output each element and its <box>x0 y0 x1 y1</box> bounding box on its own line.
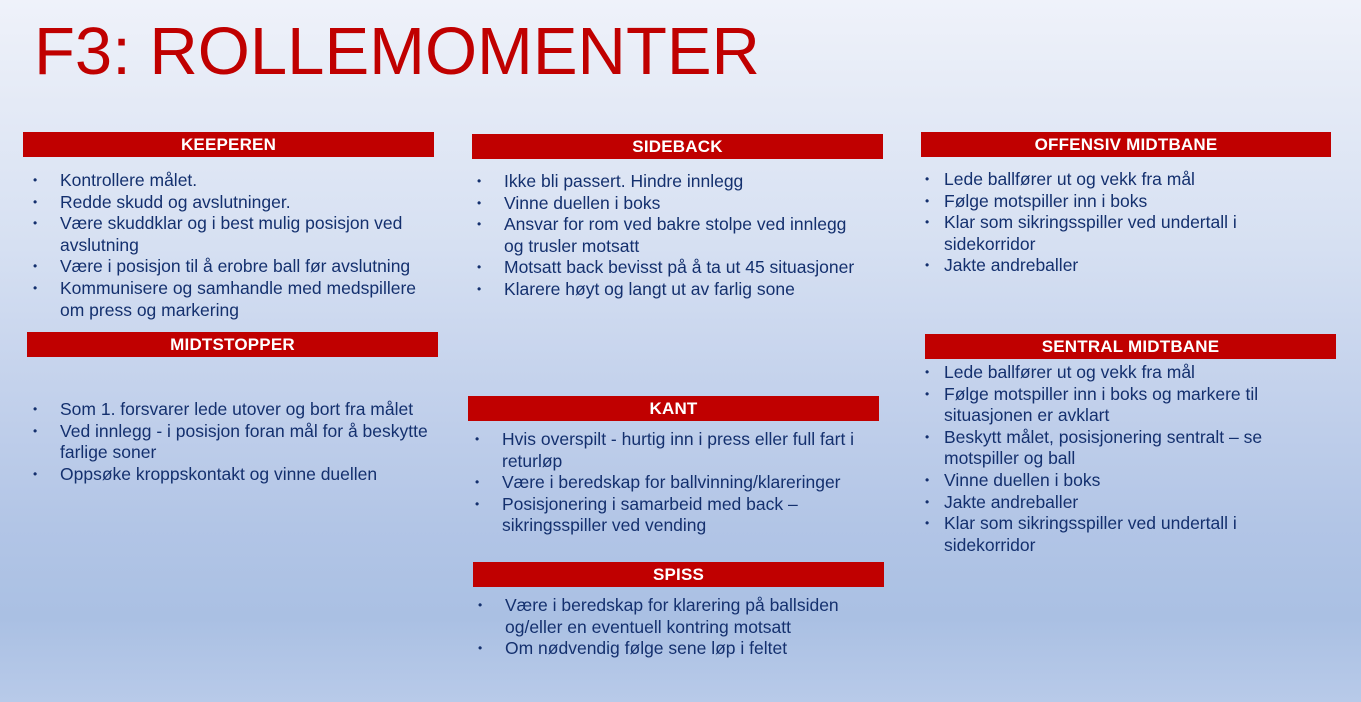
list-item: • Jakte andreballer <box>921 255 1321 277</box>
list-item: • Jakte andreballer <box>921 492 1321 514</box>
list-item: • Kontrollere målet. <box>23 170 443 192</box>
spiss-header <box>473 562 884 587</box>
spiss-list <box>468 595 868 660</box>
list-item: • Som 1. forsvarer lede utover og bort fra målet <box>23 399 443 421</box>
midtstopper-header-label: MIDTSTOPPER <box>170 334 295 354</box>
list-item: • Ikke bli passert. Hindre innlegg <box>467 171 867 193</box>
list-item: • Være i beredskap for klarering på ballsiden og/eller en eventuell kontring motsatt <box>468 595 868 638</box>
list-item: • Hvis overspilt - hurtig inn i press eller full fart i returløp <box>465 429 875 472</box>
list-item: • Klar som sikringsspiller ved undertall i sidekorridor <box>921 513 1321 556</box>
list-item: • Klarere høyt og langt ut av farlig sone <box>467 279 867 301</box>
midtstopper-list <box>23 399 443 485</box>
list-item: • Beskytt målet, posisjonering sentralt – se motspiller og ball <box>921 427 1321 470</box>
list-item: • Være i beredskap for ballvinning/klareringer <box>465 472 875 494</box>
slide-title: F3: ROLLEMOMENTER <box>34 14 760 89</box>
list-item: • Lede ballfører ut og vekk fra mål <box>921 362 1321 384</box>
spiss-header-label: SPISS <box>652 564 705 584</box>
offensiv-midtbane-list <box>921 169 1321 277</box>
list-item: • Klar som sikringsspiller ved undertall i sidekorridor <box>921 212 1321 255</box>
sentral-midtbane-header-label: SENTRAL MIDTBANE <box>1041 336 1220 356</box>
keeperen-header-label: KEEPEREN <box>180 134 277 154</box>
list-item: • Ved innlegg - i posisjon foran mål for å beskytte farlige soner <box>23 421 443 464</box>
list-item: • Følge motspiller inn i boks <box>921 191 1321 213</box>
keeperen-header <box>23 132 434 157</box>
midtstopper-header <box>27 332 438 357</box>
list-item: • Oppsøke kroppskontakt og vinne duellen <box>23 464 443 486</box>
sentral-midtbane-header <box>925 334 1336 359</box>
list-item: • Lede ballfører ut og vekk fra mål <box>921 169 1321 191</box>
list-item: • Ansvar for rom ved bakre stolpe ved innlegg og trusler motsatt <box>467 214 867 257</box>
kant-header-label: KANT <box>649 398 698 418</box>
list-item: • Følge motspiller inn i boks og markere til situasjonen er avklart <box>921 384 1321 427</box>
list-item: • Vinne duellen i boks <box>921 470 1321 492</box>
list-item: • Kommunisere og samhandle med medspillere om press og markering <box>23 278 443 321</box>
sentral-midtbane-list <box>921 362 1321 556</box>
list-item: • Posisjonering i samarbeid med back – sikringsspiller ved vending <box>465 494 875 537</box>
kant-list <box>465 429 875 537</box>
list-item: • Være skuddklar og i best mulig posisjon ved avslutning <box>23 213 443 256</box>
list-item: • Redde skudd og avslutninger. <box>23 192 443 214</box>
keeperen-list <box>23 170 443 321</box>
sideback-header <box>472 134 883 159</box>
offensiv-midtbane-header <box>921 132 1331 157</box>
list-item: • Om nødvendig følge sene løp i feltet <box>468 638 868 660</box>
offensiv-midtbane-header-label: OFFENSIV MIDTBANE <box>1034 134 1218 154</box>
list-item: • Motsatt back bevisst på å ta ut 45 situasjoner <box>467 257 867 279</box>
sideback-header-label: SIDEBACK <box>632 136 723 156</box>
kant-header <box>468 396 879 421</box>
sideback-list <box>467 171 867 301</box>
list-item: • Være i posisjon til å erobre ball før avslutning <box>23 256 443 278</box>
list-item: • Vinne duellen i boks <box>467 193 867 215</box>
